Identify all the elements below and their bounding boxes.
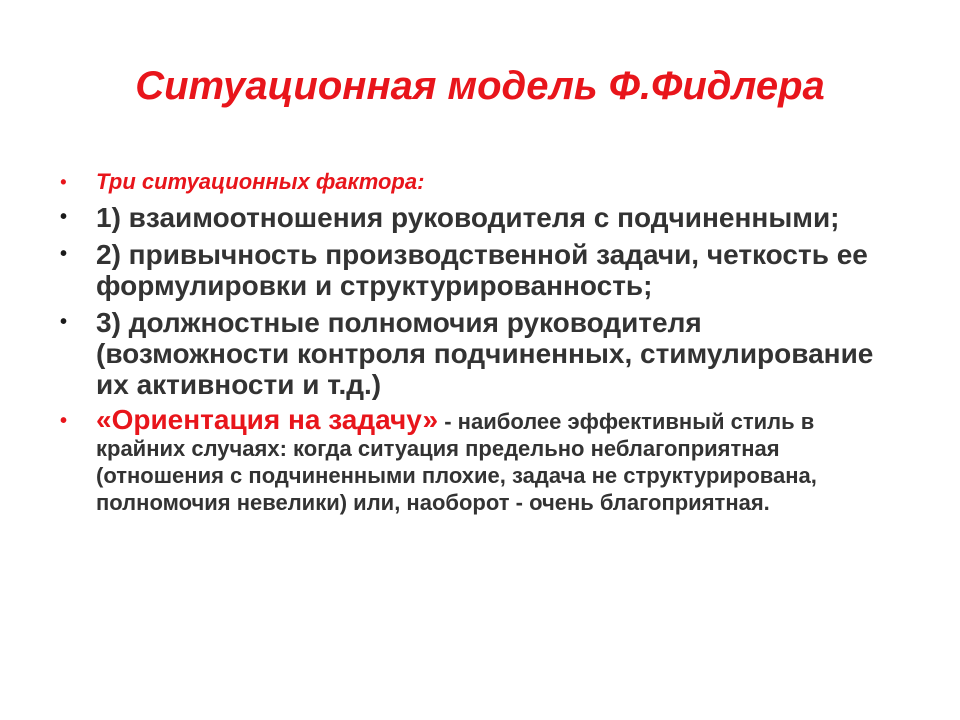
item-text: Три ситуационных фактора: bbox=[96, 169, 425, 194]
bullet-icon: • bbox=[60, 172, 67, 192]
item-text: 2) привычность производственной задачи, четкость ее формулировки и структурированность; bbox=[96, 239, 868, 301]
list-item bbox=[58, 239, 878, 301]
list-item bbox=[58, 202, 878, 233]
bullet-icon: • bbox=[60, 243, 68, 265]
list-item bbox=[58, 406, 878, 516]
list-item bbox=[58, 307, 878, 400]
bullet-list bbox=[58, 168, 878, 516]
slide-title: Ситуационная модель Ф.Фидлера bbox=[135, 64, 825, 108]
item-text: 3) должностные полномочия руководителя (возможности контроля подчиненных, стимулирование их активности и т.д.) bbox=[96, 307, 874, 400]
bullet-icon: • bbox=[60, 311, 68, 333]
bullet-icon: • bbox=[60, 410, 68, 432]
bullet-icon: • bbox=[60, 206, 68, 228]
list-item bbox=[58, 168, 878, 196]
item-text: - наиболее эффективный стиль в крайних случаях: когда ситуация предельно неблагоприятная (отношения с подчиненными плохие, задача не структурирована, полномочия невелики) или, наоборот - очень благоприятная. bbox=[96, 409, 817, 515]
emphasis-text: «Ориентация на задачу» bbox=[96, 404, 439, 435]
item-text: 1) взаимоотношения руководителя с подчиненными; bbox=[96, 202, 840, 233]
